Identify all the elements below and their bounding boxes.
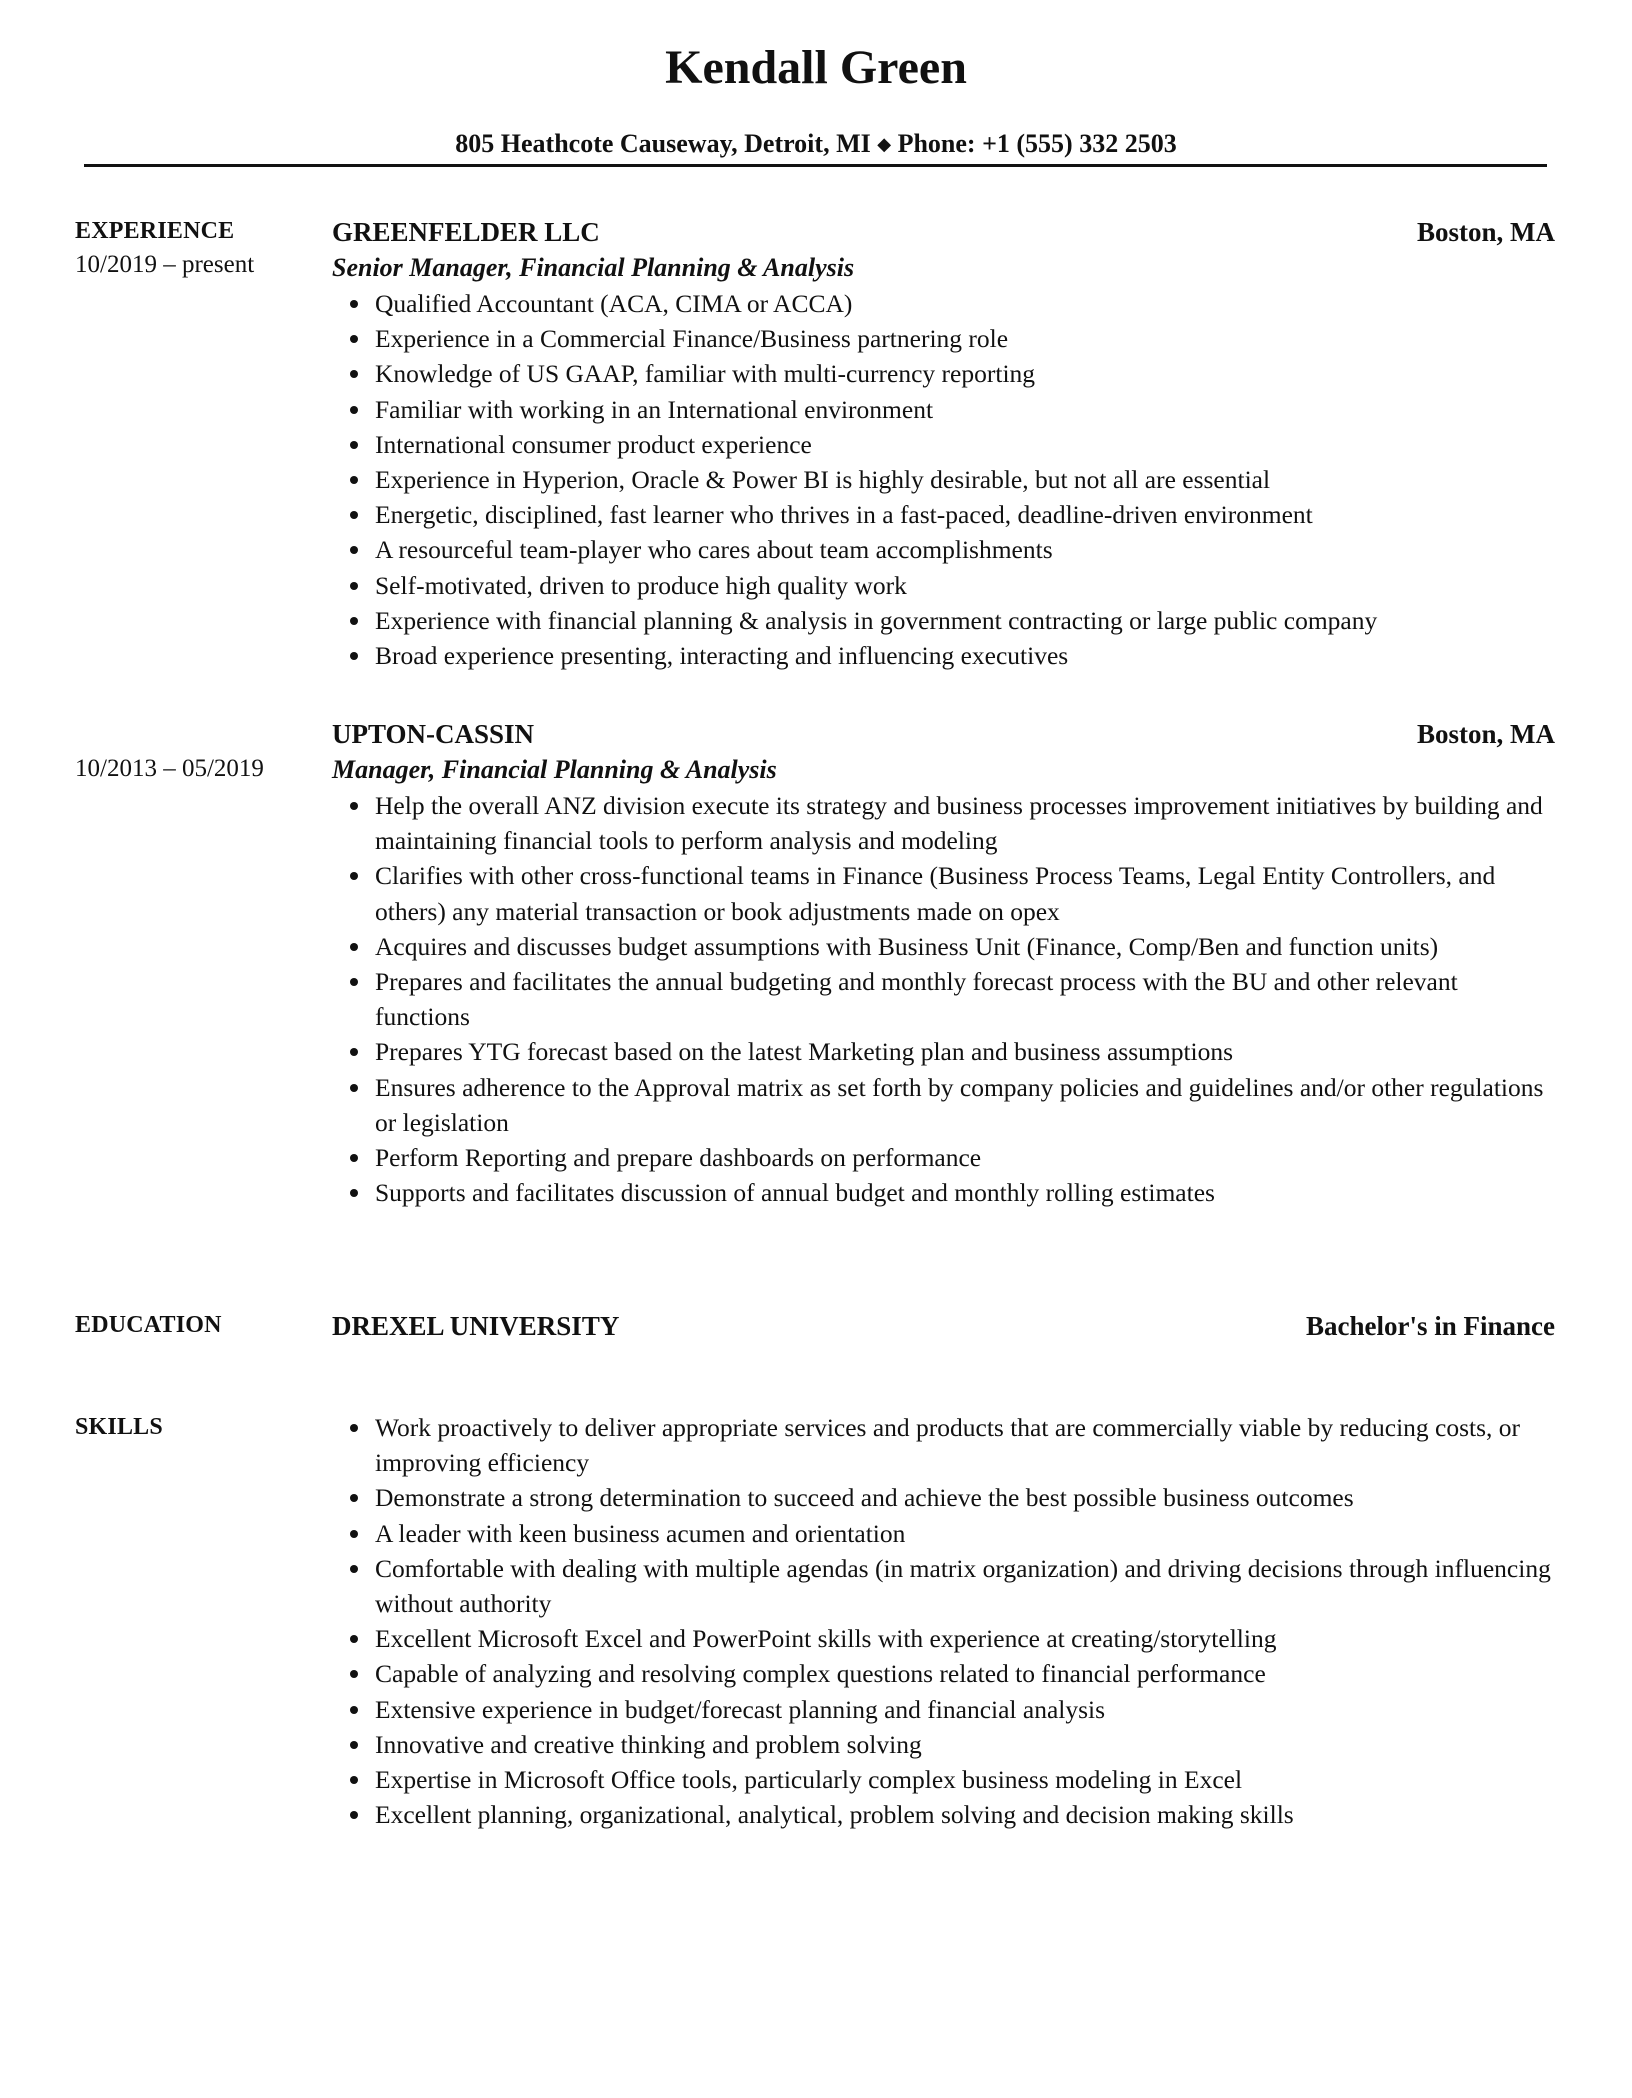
- education-school: DREXEL UNIVERSITY: [332, 1311, 620, 1341]
- list-item: Ensures adherence to the Approval matrix as set forth by company policies and guidelines and/or other regulations or legislation: [332, 1070, 1552, 1140]
- job-location: Boston, MA: [1416, 719, 1555, 749]
- list-item: Qualified Accountant (ACA, CIMA or ACCA): [332, 286, 1552, 321]
- job-title: Senior Manager, Financial Planning & Analysis: [332, 253, 855, 282]
- job-bullet-list: [332, 286, 1552, 673]
- list-item: Energetic, disciplined, fast learner who thrives in a fast-paced, deadline-driven environment: [332, 497, 1552, 532]
- contact-phone: Phone: +1 (555) 332 2503: [897, 129, 1177, 158]
- list-item: Clarifies with other cross-functional teams in Finance (Business Process Teams, Legal Entity Controllers, and others) any material transaction or book adjustments made on opex: [332, 858, 1552, 928]
- list-item: Prepares YTG forecast based on the latest Marketing plan and business assumptions: [332, 1034, 1552, 1069]
- diamond-separator-icon: ◆: [877, 134, 892, 154]
- job-company: UPTON-CASSIN: [332, 719, 535, 749]
- education-degree: Bachelor's in Finance: [1306, 1311, 1555, 1341]
- list-item: Self-motivated, driven to produce high quality work: [332, 568, 1552, 603]
- list-item: Help the overall ANZ division execute its strategy and business processes improvement initiatives by building and maintaining financial tools to perform analysis and modeling: [332, 788, 1552, 858]
- list-item: Demonstrate a strong determination to succeed and achieve the best possible business outcomes: [332, 1480, 1552, 1515]
- list-item: Perform Reporting and prepare dashboards on performance: [332, 1140, 1552, 1175]
- contact-address: 805 Heathcote Causeway, Detroit, MI: [455, 129, 871, 158]
- list-item: Supports and facilitates discussion of annual budget and monthly rolling estimates: [332, 1175, 1552, 1210]
- list-item: Prepares and facilitates the annual budgeting and monthly forecast process with the BU and other relevant functions: [332, 964, 1552, 1034]
- list-item: Excellent planning, organizational, analytical, problem solving and decision making skills: [332, 1797, 1552, 1832]
- list-item: International consumer product experience: [332, 427, 1552, 462]
- list-item: Broad experience presenting, interacting and influencing executives: [332, 638, 1552, 673]
- job-dates: 10/2013 – 05/2019: [75, 755, 264, 782]
- header-divider: [84, 164, 1547, 167]
- section-label-experience: EXPERIENCE: [75, 218, 235, 244]
- list-item: Capable of analyzing and resolving complex questions related to financial performance: [332, 1656, 1552, 1691]
- section-label-education: EDUCATION: [75, 1312, 222, 1338]
- list-item: Experience with financial planning & analysis in government contracting or large public company: [332, 603, 1552, 638]
- section-label-skills: SKILLS: [75, 1414, 163, 1440]
- job-bullet-list: [332, 788, 1552, 1210]
- list-item: A leader with keen business acumen and orientation: [332, 1516, 1552, 1551]
- job-location: Boston, MA: [1416, 217, 1555, 247]
- list-item: Comfortable with dealing with multiple agendas (in matrix organization) and driving decisions through influencing without authority: [332, 1551, 1552, 1621]
- list-item: Extensive experience in budget/forecast planning and financial analysis: [332, 1692, 1552, 1727]
- list-item: Acquires and discusses budget assumptions with Business Unit (Finance, Comp/Ben and function units): [332, 929, 1552, 964]
- list-item: Familiar with working in an International environment: [332, 392, 1552, 427]
- skills-bullet-list: [332, 1410, 1552, 1832]
- list-item: Innovative and creative thinking and problem solving: [332, 1727, 1552, 1762]
- contact-line: [0, 126, 1632, 164]
- candidate-name: Kendall Green: [665, 41, 967, 94]
- list-item: Knowledge of US GAAP, familiar with multi-currency reporting: [332, 356, 1552, 391]
- job-company: GREENFELDER LLC: [332, 217, 600, 247]
- list-item: Work proactively to deliver appropriate services and products that are commercially viable by reducing costs, or improving efficiency: [332, 1410, 1552, 1480]
- list-item: A resourceful team-player who cares about team accomplishments: [332, 532, 1552, 567]
- list-item: Experience in a Commercial Finance/Business partnering role: [332, 321, 1552, 356]
- list-item: Excellent Microsoft Excel and PowerPoint skills with experience at creating/storytelling: [332, 1621, 1552, 1656]
- job-title: Manager, Financial Planning & Analysis: [332, 755, 777, 784]
- job-dates: 10/2019 – present: [75, 251, 255, 278]
- list-item: Expertise in Microsoft Office tools, particularly complex business modeling in Excel: [332, 1762, 1552, 1797]
- list-item: Experience in Hyperion, Oracle & Power BI is highly desirable, but not all are essential: [332, 462, 1552, 497]
